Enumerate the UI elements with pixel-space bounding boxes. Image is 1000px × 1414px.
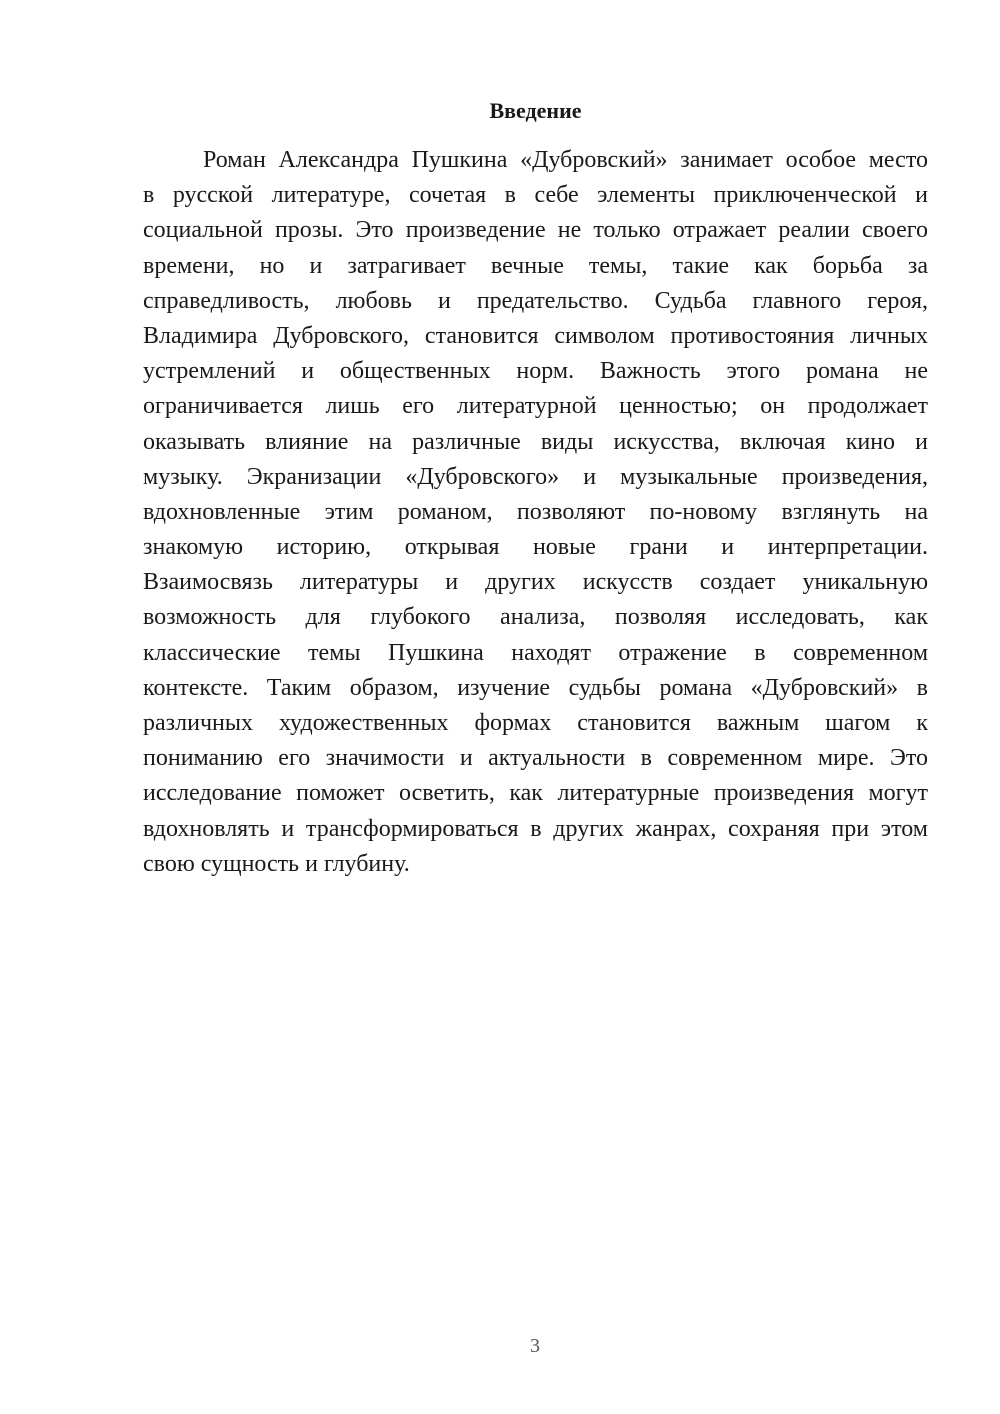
- paragraph-line: в русской литературе, сочетая в себе элементы приключенческой и: [143, 182, 928, 209]
- page-number: 3: [530, 1335, 540, 1357]
- paragraph-line: справедливость, любовь и предательство. Судьба главного героя,: [143, 287, 928, 314]
- paragraph-line: музыку. Экранизации «Дубровского» и музыкальные произведения,: [143, 463, 928, 490]
- paragraph-line: вдохновлять и трансформироваться в других жанрах, сохраняя при этом: [143, 815, 928, 842]
- body-paragraph: [143, 143, 928, 882]
- paragraph-line: знакомую историю, открывая новые грани и интерпретации.: [143, 534, 928, 561]
- paragraph-line: различных художественных формах становится важным шагом к: [143, 710, 928, 736]
- paragraph-line: классические темы Пушкина находят отражение в современном: [143, 639, 928, 666]
- paragraph-line: исследование поможет осветить, как литературные произведения могут: [143, 780, 928, 807]
- paragraph-line: Владимира Дубровского, становится символом противостояния личных: [143, 322, 928, 349]
- section-heading: Введение: [489, 98, 582, 123]
- paragraph-line: Роман Александра Пушкина «Дубровский» занимает особое место: [203, 147, 928, 173]
- paragraph-line: возможность для глубокого анализа, позволяя исследовать, как: [143, 604, 928, 631]
- paragraph-line: вдохновленные этим романом, позволяют по-новому взглянуть на: [143, 498, 928, 525]
- paragraph-line: Взаимосвязь литературы и других искусств создает уникальную: [143, 569, 928, 596]
- paragraph-line: пониманию его значимости и актуальности в современном мире. Это: [143, 745, 928, 772]
- paragraph-line: времени, но и затрагивает вечные темы, такие как борьба за: [143, 252, 928, 279]
- paragraph-line: социальной прозы. Это произведение не только отражает реалии своего: [143, 217, 928, 244]
- paragraph-line: контексте. Таким образом, изучение судьбы романа «Дубровский» в: [143, 674, 928, 701]
- paragraph-line: свою сущность и глубину.: [143, 850, 410, 877]
- paragraph-line: оказывать влияние на различные виды искусства, включая кино и: [143, 428, 928, 455]
- paragraph-line: ограничивается лишь его литературной ценностью; он продолжает: [143, 393, 928, 420]
- paragraph-line: устремлений и общественных норм. Важность этого романа не: [143, 358, 928, 385]
